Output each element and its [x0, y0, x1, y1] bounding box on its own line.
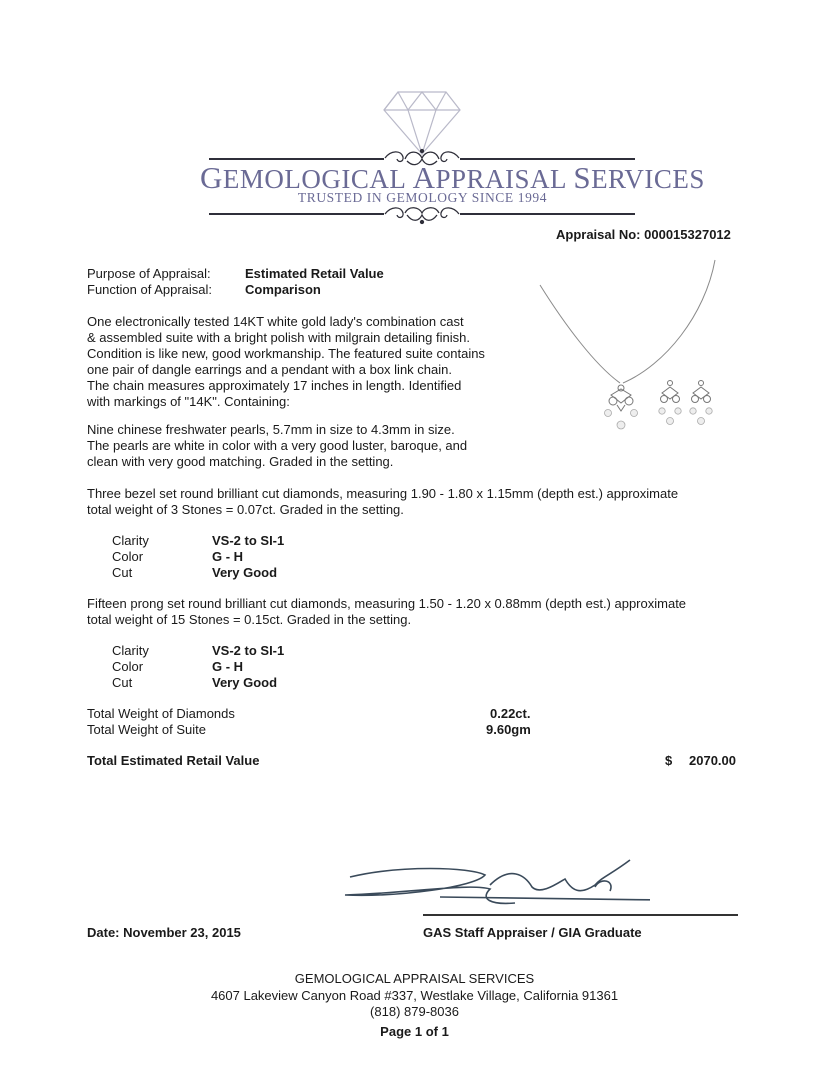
total-diamonds-value: 0.22ct.: [490, 706, 531, 721]
spec-label: Cut: [112, 675, 133, 690]
spec-value: G - H: [212, 549, 244, 564]
spec-label: Clarity: [112, 533, 149, 548]
spec-value: VS-2 to SI-1: [212, 533, 285, 548]
jewelry-photo: [525, 255, 735, 440]
signature-icon: [340, 855, 650, 915]
spec-value: G - H: [212, 659, 244, 674]
spec-value: Very Good: [212, 565, 278, 580]
pearls-description: Nine chinese freshwater pearls, 5.7mm in size to 4.3mm in size. The pearls are white in color with a very good luster, baroque, and clean with very good matching. Graded in the setting.: [87, 422, 468, 469]
diamond-group-description: Fifteen prong set round brilliant cut diamonds, measuring 1.50 - 1.20 x 0.88mm (depth est.) approximate total weight of 15 Stones = 0.15ct. Graded in the setting.: [87, 596, 687, 627]
spec-value: VS-2 to SI-1: [212, 643, 285, 658]
total-retail-value: 2070.00: [689, 753, 736, 768]
diamond-group-description: Three bezel set round brilliant cut diamonds, measuring 1.90 - 1.80 x 1.15mm (depth est.) approximate total weight of 3 Stones = 0.07ct. Graded in the setting.: [87, 486, 679, 517]
spec-value: Very Good: [212, 675, 278, 690]
logo-rule: [460, 213, 635, 215]
purpose-label: Purpose of Appraisal:: [87, 266, 211, 281]
footer-phone: (818) 879-8036: [370, 1004, 459, 1019]
total-suite-value: 9.60gm: [486, 722, 531, 737]
footer-address: 4607 Lakeview Canyon Road #337, Westlake Village, California 91361: [210, 988, 619, 1003]
function-value: Comparison: [245, 282, 321, 297]
item-description: One electronically tested 14KT white gold lady's combination cast & assembled suite with a bright polish with milgrain detailing finish. Condition is like new, good workmanship. The featured suite contains one pair of dangle earrings and a pendant with a box link chain. The chain measures approximately 17 inches in length. Identified with markings of "14K". Containing:: [87, 314, 485, 409]
total-diamonds-label: Total Weight of Diamonds: [87, 706, 235, 721]
spec-label: Clarity: [112, 643, 149, 658]
logo-rule: [209, 213, 384, 215]
pendant-icon: [609, 385, 633, 411]
appraisal-number: Appraisal No: 000015327012: [556, 227, 731, 242]
total-suite-label: Total Weight of Suite: [87, 722, 206, 737]
currency-symbol: $: [665, 753, 673, 768]
spec-label: Color: [112, 549, 144, 564]
signature-line: [423, 914, 738, 916]
ornament-scroll-icon: [383, 203, 461, 225]
company-name-logo: GEMOLOGICAL APPRAISAL SERVICES: [200, 160, 705, 195]
appraisal-date: Date: November 23, 2015: [87, 925, 241, 940]
spec-label: Color: [112, 659, 144, 674]
appraiser-title: GAS Staff Appraiser / GIA Graduate: [423, 925, 642, 940]
purpose-value: Estimated Retail Value: [245, 266, 384, 281]
page-number: Page 1 of 1: [380, 1024, 449, 1039]
company-tagline: TRUSTED IN GEMOLOGY SINCE 1994: [297, 190, 548, 205]
spec-label: Cut: [112, 565, 133, 580]
total-retail-label: Total Estimated Retail Value: [87, 753, 260, 768]
function-label: Function of Appraisal:: [87, 282, 213, 297]
footer-company: GEMOLOGICAL APPRAISAL SERVICES: [294, 971, 535, 986]
